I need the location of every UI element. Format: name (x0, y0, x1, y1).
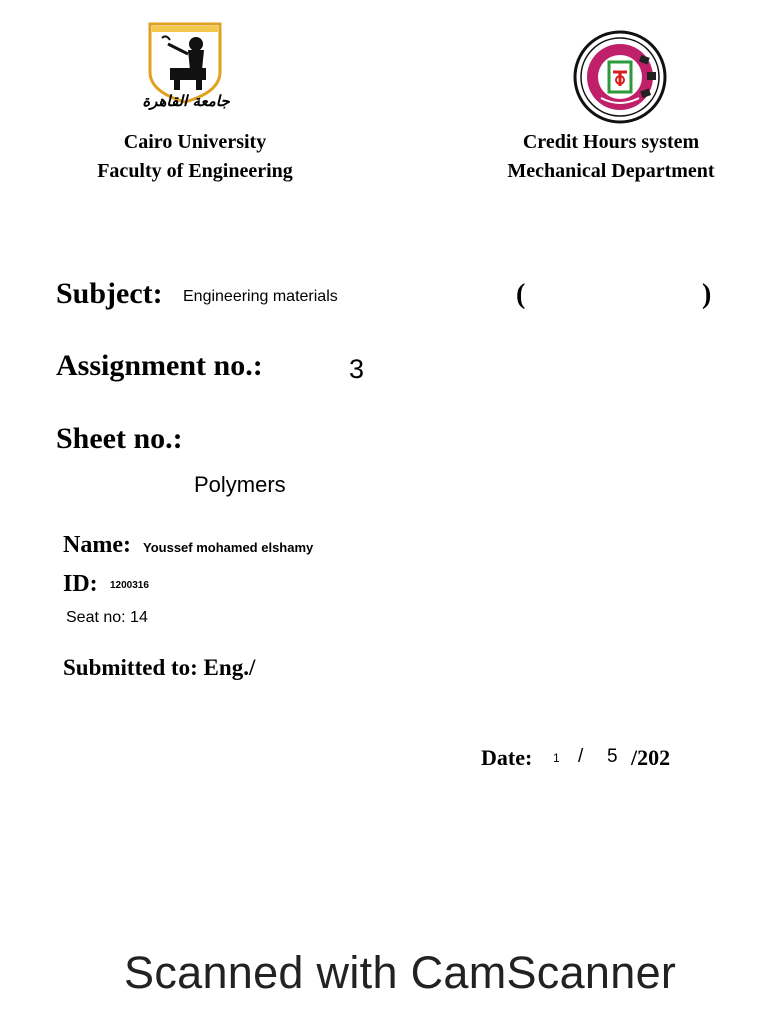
university-name: Cairo University (123, 131, 267, 153)
department-name: Mechanical Department (507, 160, 715, 182)
seat-number: Seat no: 14 (66, 609, 148, 626)
subject-value: Engineering materials (183, 288, 338, 305)
sheet-value: Polymers (194, 472, 286, 497)
name-value: Youssef mohamed elshamy (143, 540, 314, 555)
paren-close: ) (702, 279, 712, 310)
assignment-value: 3 (349, 354, 365, 384)
id-label: ID: (63, 571, 98, 597)
logo-arabic-text: جامعة القاهرة (142, 92, 230, 110)
department-header (476, 128, 746, 186)
subject-label: Subject: (56, 277, 163, 310)
date-day: 1 (553, 751, 560, 765)
paren-open: ( (516, 279, 526, 310)
date-month: 5 (607, 746, 618, 767)
faculty-name: Faculty of Engineering (97, 160, 293, 182)
assignment-label: Assignment no.: (56, 349, 263, 382)
gear-emblem-icon (571, 28, 669, 126)
engineering-faculty-logo (571, 28, 669, 126)
id-value: 1200316 (110, 580, 149, 591)
date-year: /202 (631, 745, 671, 770)
university-header (60, 128, 330, 186)
sheet-label: Sheet no.: (56, 422, 183, 455)
date-label: Date: (481, 745, 533, 770)
name-label: Name: (63, 532, 131, 558)
date-separator: / (578, 746, 584, 767)
system-name: Credit Hours system (522, 131, 700, 153)
cairo-university-logo (140, 20, 232, 120)
camscanner-watermark: Scanned with CamScanner (124, 947, 677, 998)
submitted-to-label: Submitted to: Eng./ (63, 655, 256, 680)
